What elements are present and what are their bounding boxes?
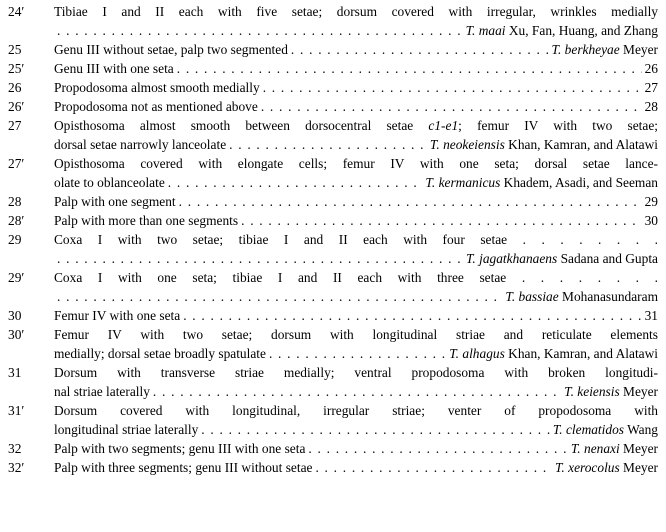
key-couplet [0,439,666,458]
couplet-number: 27 [8,118,22,133]
dot-leader [57,21,463,40]
dot-leader [263,78,642,97]
species-author: Wang [623,422,658,437]
lead-number: 31 [644,308,658,323]
couplet-line [54,116,658,135]
description-text: ; femur IV with two setae; [458,118,658,133]
species-name: T. berkheyae [551,42,620,57]
description-text: Dorsum covered with longitudinal, irregular striae; venter of propodosoma with [54,403,658,418]
description-text: Palp with more than one segments [54,213,239,228]
couplet-number: 26 [8,80,22,95]
couplet-text [54,325,658,363]
couplet-text [54,230,658,268]
couplet-number: 25′ [8,61,25,76]
key-couplet [0,458,666,477]
species-name: T. keiensis [564,384,620,399]
species-result [552,40,658,59]
description-text: Tibiae I and II each with five setae; dorsum covered with irregular, wrinkles medially [54,4,658,19]
couplet-line [54,458,658,477]
lead-number: 29 [644,194,658,209]
couplet-text [54,268,658,306]
species-name: T. bassiae [505,289,559,304]
couplet-line [54,192,658,211]
description-text: Propodosoma not as mentioned above [54,99,258,114]
couplet-text [54,40,658,59]
couplet-number: 29 [8,232,22,247]
description-text: olate to oblanceolate [54,175,165,190]
dot-leader [177,59,642,78]
couplet-number: 26′ [8,99,25,114]
couplet-number: 25 [8,42,22,57]
dot-leader [241,211,642,230]
couplet-line [54,363,658,382]
couplet-line [54,97,658,116]
species-author: Mohanasundaram [558,289,658,304]
species-author: Sadana and Gupta [557,251,658,266]
key-couplet [0,192,666,211]
couplet-line [54,439,658,458]
couplet-text [54,2,658,40]
species-name: T. maai [465,23,506,38]
dot-leader [308,439,567,458]
description-text: Genu III without setae, palp two segmented [54,42,288,57]
couplet-line [54,78,658,97]
species-result [553,420,658,439]
dot-leader [57,287,502,306]
species-author: Meyer [619,441,658,456]
key-couplet [0,401,666,439]
species-name: T. jagatkhanaens [465,251,558,266]
couplet-number: 30′ [8,327,25,342]
description-text: Opisthosoma covered with elongate cells; femur IV with one seta; dorsal setae lance- [54,156,658,171]
couplet-text [54,59,658,78]
dot-leader [57,249,463,268]
couplet-line [54,173,658,192]
couplet-text [54,192,658,211]
couplet-number: 27′ [8,156,25,171]
species-name: T. nenaxi [570,441,620,456]
lead-number: 28 [644,99,658,114]
description-text: Dorsum with transverse striae medially; ventral propodosoma with broken longitudi- [54,365,658,380]
dot-leader [291,40,549,59]
species-result [430,135,658,154]
couplet-line [54,21,658,40]
couplet-line [54,230,658,249]
key-couplet [0,268,666,306]
couplet-number: 28 [8,194,22,209]
lead-number: 30 [644,213,658,228]
couplet-text [54,458,658,477]
description-text: Palp with two segments; genu III with one seta [54,441,306,456]
lead-number: 27 [644,80,658,95]
description-text: Propodosoma almost smooth medially [54,80,260,95]
dot-leader [153,382,561,401]
couplet-number: 31 [8,365,22,380]
couplet-text [54,401,658,439]
lead-number: 26 [644,61,658,76]
couplet-number: 32 [8,441,22,456]
dot-leader [229,135,427,154]
couplet-number: 28′ [8,213,25,228]
couplet-line [54,135,658,154]
couplet-text [54,306,658,325]
species-result [466,249,658,268]
couplet-line [54,382,658,401]
couplet-line [54,211,658,230]
couplet-line [54,325,658,344]
species-author: Khadem, Asadi, and Seeman [500,175,658,190]
species-name: T. neokeiensis [429,137,505,152]
description-text: Femur IV with two setae; dorsum with longitudinal striae and reticulate elements [54,327,658,342]
dot-leader [315,458,552,477]
key-couplet [0,325,666,363]
couplet-line [54,249,658,268]
description-text: nal striae laterally [54,384,150,399]
species-result [571,439,658,458]
dot-leader [168,173,423,192]
dot-leader [269,344,446,363]
key-couplet [0,306,666,325]
species-author: Meyer [619,460,658,475]
key-couplet [0,40,666,59]
species-result [449,344,658,363]
couplet-line [54,306,658,325]
couplet-text [54,439,658,458]
couplet-number: 29′ [8,270,25,285]
description-text: Coxa I with two setae; tibiae I and II each with four setae . . . . . . . . [54,232,658,247]
species-name: T. xerocolus [554,460,620,475]
couplet-line [54,59,658,78]
description-text: Coxa I with one seta; tibiae I and II each with three setae . . . . . . . . [54,270,658,285]
couplet-line [54,401,658,420]
couplet-text [54,154,658,192]
couplet-text [54,363,658,401]
description-text: Genu III with one seta [54,61,174,76]
description-text: Palp with one segment [54,194,176,209]
couplet-line [54,40,658,59]
key-couplet [0,116,666,154]
description-text: Palp with three segments; genu III without setae [54,460,313,475]
couplet-line [54,287,658,306]
key-couplet [0,211,666,230]
key-couplet [0,230,666,268]
couplet-line [54,420,658,439]
description-text: dorsal setae narrowly lanceolate [54,137,227,152]
couplet-text [54,78,658,97]
key-couplet [0,2,666,40]
key-couplet [0,78,666,97]
key-couplet [0,154,666,192]
species-author: Khan, Kamran, and Alatawi [504,137,658,152]
dot-leader [183,306,641,325]
couplet-number: 31′ [8,403,25,418]
dot-leader [261,97,642,116]
couplet-line [54,154,658,173]
species-name: T. alhagus [449,346,505,361]
key-couplet [0,97,666,116]
couplet-text [54,211,658,230]
description-text: Opisthosoma almost smooth between dorsocentral setae [54,118,414,133]
species-author: Xu, Fan, Huang, and Zhang [505,23,658,38]
species-result [466,21,658,40]
dot-leader [179,192,642,211]
couplet-number: 30 [8,308,22,323]
couplet-text [54,116,658,154]
species-author: Meyer [619,384,658,399]
couplet-number: 24′ [8,4,25,19]
description-text: Femur IV with one seta [54,308,181,323]
couplet-line [54,344,658,363]
key-couplet [0,59,666,78]
species-author: Khan, Kamran, and Alatawi [504,346,658,361]
species-author: Meyer [619,42,658,57]
species-result [564,382,658,401]
setae-label: c1-e1 [428,118,459,133]
key-couplet [0,363,666,401]
couplet-text [54,97,658,116]
species-result [505,287,658,306]
species-result [555,458,658,477]
description-text: medially; dorsal setae broadly spatulate [54,346,266,361]
species-name: T. clematidos [552,422,624,437]
description-text: longitudinal striae laterally [54,422,199,437]
species-result [425,173,658,192]
dot-leader [201,420,550,439]
species-name: T. kermanicus [425,175,501,190]
couplet-line [54,2,658,21]
couplet-line [54,268,658,287]
couplet-number: 32′ [8,460,25,475]
